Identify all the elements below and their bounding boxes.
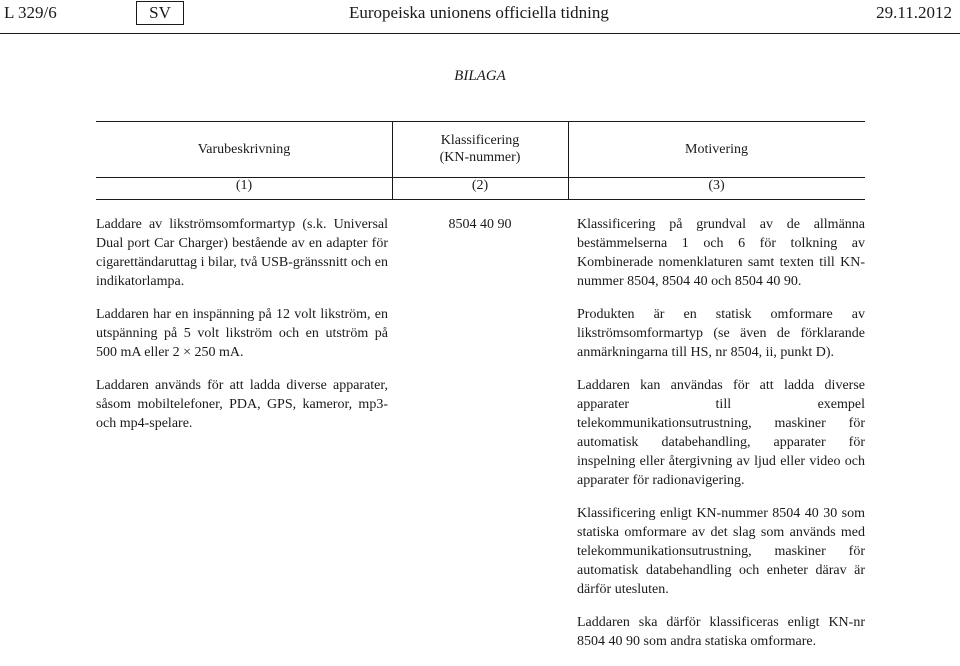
column-heading-reasons bbox=[568, 121, 865, 177]
heading-line: Varubeskrivning bbox=[197, 141, 291, 157]
cn-code: 8504 40 90 bbox=[448, 217, 512, 232]
reason-paragraph: Produkten är en statisk omformare av likströmsomformartyp (se även de förklarande anmärkningarna till HS, nr 8504, ii, punkt D). bbox=[577, 307, 865, 360]
reason-paragraph: Klassificering enligt KN-nummer 8504 40 30 som statiska omformare av det slag som används med telekommunikationsutrustning, maskiner för automatisk databehandling och enheter därav är därför utesluten. bbox=[577, 506, 865, 597]
page-header bbox=[0, 0, 960, 33]
goods-description bbox=[96, 215, 388, 447]
description-paragraph: Laddare av likströmsomformartyp (s.k. Universal Dual port Car Charger) bestående av en adapter för cigarettändaruttag i bilar, två USB-gränssnitt och en indikatorlampa. bbox=[96, 217, 388, 289]
journal-title: Europeiska unionens officiella tidning bbox=[349, 3, 609, 22]
number-rule bbox=[96, 199, 865, 200]
page-reference: L 329/6 bbox=[4, 3, 57, 22]
column-heading-description bbox=[96, 121, 392, 177]
column-number: (1) bbox=[235, 178, 253, 193]
heading-line: Motivering bbox=[685, 141, 748, 157]
reason-paragraph: Laddaren ska därför klassificeras enligt KN-nr 8504 40 90 som andra statiska omformare. bbox=[577, 615, 865, 649]
description-paragraph: Laddaren används för att ladda diverse apparater, såsom mobiltelefoner, PDA, GPS, kameror, mp3- och mp4-spelare. bbox=[96, 378, 388, 431]
column-number: (2) bbox=[471, 178, 489, 193]
annex-title: BILAGA bbox=[454, 68, 506, 84]
header-rule bbox=[0, 33, 960, 34]
reason-paragraph: Klassificering på grundval av de allmänna bestämmelserna 1 och 6 för tolkning av Kombinerade nomenklaturen samt texten till KN-nummer 8504, 8504 40 och 8504 40 90. bbox=[577, 217, 865, 289]
column-number: (3) bbox=[708, 178, 725, 193]
reason-paragraph: Laddaren kan användas för att ladda diverse apparater till exempel telekommunikationsutrustning, maskiner för automatisk databehandling, apparater för inspelning eller återgivning av ljud eller video och apparater för radionavigering. bbox=[577, 378, 865, 488]
heading-line: Klassificering bbox=[440, 133, 520, 148]
publication-date: 29.11.2012 bbox=[876, 3, 952, 22]
language-badge: SV bbox=[136, 1, 184, 25]
heading-line: (KN-nummer) bbox=[439, 150, 521, 165]
column-heading-classification bbox=[392, 121, 568, 177]
reasons bbox=[577, 215, 865, 665]
description-paragraph: Laddaren har en inspänning på 12 volt likström, en utspänning på 5 volt likström och en utström på 500 mA eller 2 × 250 mA. bbox=[96, 307, 388, 360]
